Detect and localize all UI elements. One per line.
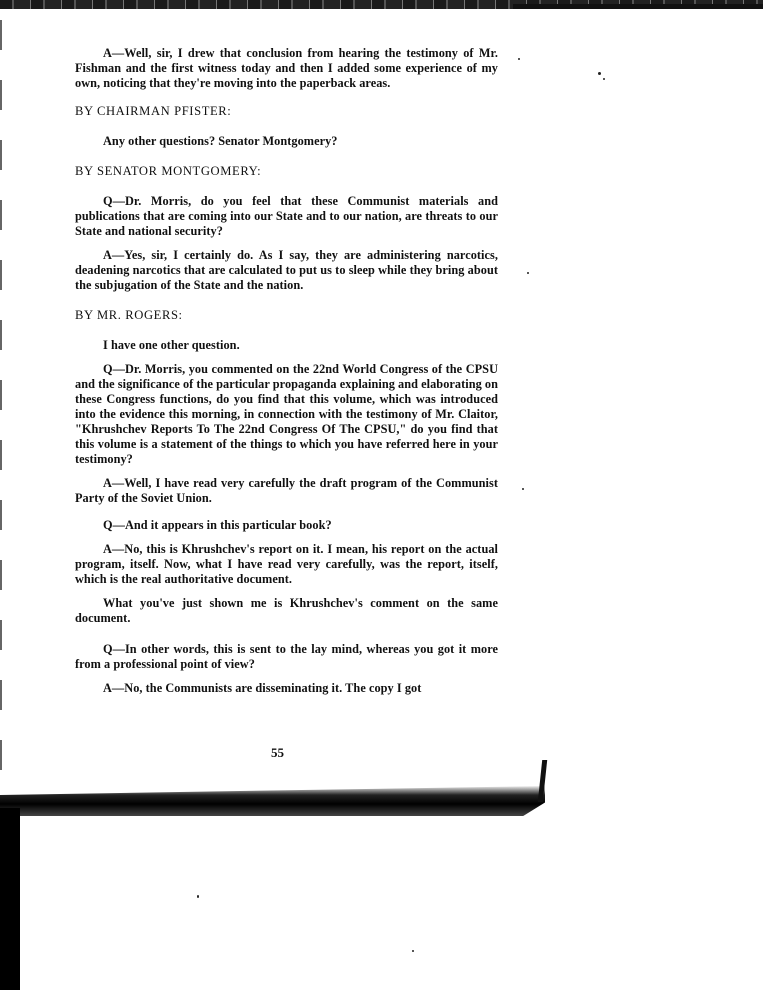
scan-top-edge-dark: [513, 4, 763, 9]
question-paragraph: Q—Dr. Morris, do you feel that these Communist materials and publications that are coming into our State and to our nation, are threats to our State and national security?: [75, 194, 498, 238]
scan-speck: [412, 950, 414, 952]
page-body: [75, 46, 498, 705]
question-paragraph: Q—And it appears in this particular book?: [103, 518, 332, 532]
answer-paragraph: A—No, this is Khrushchev's report on it. I mean, his report on the actual program, itself. Now, what I have read very carefully, was the report, itself, which is the real authoritative document.: [75, 542, 498, 586]
scan-speck: [598, 72, 601, 75]
speaker-heading: BY SENATOR MONTGOMERY:: [75, 164, 262, 178]
scan-right-edge: [538, 760, 547, 802]
scan-left-edge: [0, 20, 2, 780]
scan-speck: [197, 895, 199, 898]
statement-paragraph: I have one other question.: [103, 338, 240, 352]
scan-speck: [522, 488, 524, 490]
question-paragraph: Any other questions? Senator Montgomery?: [103, 134, 338, 148]
answer-paragraph: A—No, the Communists are disseminating it. The copy I got: [103, 681, 422, 695]
speaker-heading: BY CHAIRMAN PFISTER:: [75, 104, 232, 118]
page-number: 55: [271, 745, 284, 760]
question-paragraph: Q—Dr. Morris, you commented on the 22nd World Congress of the CPSU and the significance of the particular propaganda explaining and elaborating on these Congress functions, do you find that this volume, which was introduced into the evidence this morning, in connection with the testimony of Mr. Claitor, "Khrushchev Reports To The 22nd Congress Of The CPSU," do you find that this volume is a statement of the things to which you have referred here in your testimony?: [75, 362, 499, 466]
scan-bottom-shadow: [0, 786, 545, 816]
answer-paragraph: A—Well, I have read very carefully the draft program of the Communist Party of the Soviet Union.: [75, 476, 498, 505]
answer-paragraph: What you've just shown me is Khrushchev's comment on the same document.: [75, 596, 498, 625]
speaker-heading: BY MR. ROGERS:: [75, 308, 183, 322]
scan-speck: [527, 272, 529, 274]
scan-speck: [603, 78, 605, 80]
scan-spine: [0, 808, 20, 990]
scan-speck: [518, 58, 520, 60]
answer-paragraph: A—Well, sir, I drew that conclusion from hearing the testimony of Mr. Fishman and the first witness today and then I added some experience of my own, noticing that they're moving into the paperback areas.: [75, 46, 498, 90]
answer-paragraph: A—Yes, sir, I certainly do. As I say, they are administering narcotics, deadening narcotics that are calculated to put us to sleep while they bring about the subjugation of the State and the nation.: [75, 248, 498, 292]
question-paragraph: Q—In other words, this is sent to the lay mind, whereas you got it more from a professional point of view?: [75, 642, 498, 671]
